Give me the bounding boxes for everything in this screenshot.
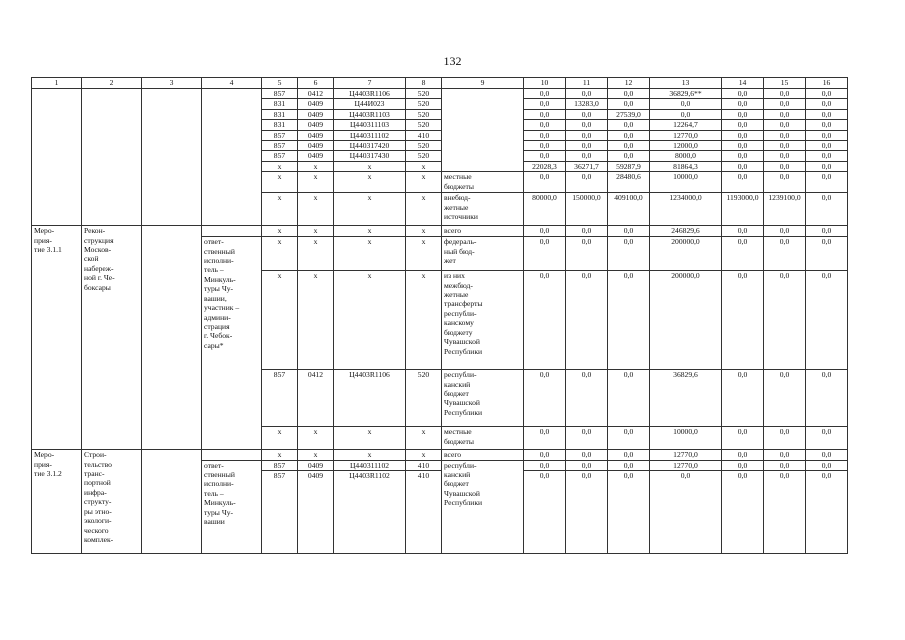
value-cell: 0,0 xyxy=(524,271,566,370)
value-cell: 59287,9 xyxy=(608,161,650,171)
value-cell: 0,0 xyxy=(566,450,608,460)
value-cell: 0,0 xyxy=(806,427,848,450)
column-header: 14 xyxy=(722,78,764,89)
value-cell: 150000,0 xyxy=(566,193,608,226)
code-cell: 0409 xyxy=(298,99,334,109)
source-label: местные бюджеты xyxy=(442,172,524,193)
source-label: республи- канский бюджет Чувашской Республики xyxy=(442,370,524,427)
value-cell: 0,0 xyxy=(722,471,764,554)
code-cell: x xyxy=(334,271,406,370)
code-cell: 520 xyxy=(406,141,442,151)
code-cell: 857 xyxy=(262,141,298,151)
value-cell: 0,0 xyxy=(764,109,806,119)
value-cell: 13283,0 xyxy=(566,99,608,109)
value-cell: 8000,0 xyxy=(650,151,722,161)
value-cell: 0,0 xyxy=(650,471,722,554)
value-cell: 10000,0 xyxy=(650,427,722,450)
value-cell: 36829,6** xyxy=(650,89,722,99)
table-row xyxy=(32,226,848,237)
table-row xyxy=(32,89,848,99)
value-cell: 0,0 xyxy=(722,460,764,470)
value-cell: 0,0 xyxy=(566,130,608,140)
value-cell: 0,0 xyxy=(650,99,722,109)
source-cell-empty xyxy=(442,89,524,172)
value-cell: 0,0 xyxy=(806,471,848,554)
value-cell: 0,0 xyxy=(806,130,848,140)
value-cell: 0,0 xyxy=(764,89,806,99)
code-cell: x xyxy=(406,237,442,271)
code-cell: x xyxy=(334,226,406,237)
value-cell: 0,0 xyxy=(722,172,764,193)
code-cell: 520 xyxy=(406,99,442,109)
value-cell: 0,0 xyxy=(524,141,566,151)
value-cell: 0,0 xyxy=(566,237,608,271)
value-cell: 0,0 xyxy=(566,460,608,470)
value-cell: 0,0 xyxy=(566,89,608,99)
value-cell: 0,0 xyxy=(524,471,566,554)
code-cell: x xyxy=(298,450,334,460)
value-cell: 0,0 xyxy=(608,141,650,151)
code-cell: Ц440317420 xyxy=(334,141,406,151)
column-header: 10 xyxy=(524,78,566,89)
code-cell: 520 xyxy=(406,109,442,119)
code-cell: x xyxy=(406,226,442,237)
code-cell: Ц440311102 xyxy=(334,130,406,140)
value-cell: 1193000,0 xyxy=(722,193,764,226)
code-cell: 831 xyxy=(262,99,298,109)
value-cell: 0,0 xyxy=(722,141,764,151)
value-cell: 0,0 xyxy=(722,89,764,99)
value-cell: 0,0 xyxy=(764,450,806,460)
code-cell: 0412 xyxy=(298,89,334,99)
value-cell: 12770,0 xyxy=(650,460,722,470)
code-cell: 857 xyxy=(262,89,298,99)
column-header: 11 xyxy=(566,78,608,89)
source-label: местные бюджеты xyxy=(442,427,524,450)
measure-number: Меро- прия- тие 3.1.1 xyxy=(32,226,82,450)
value-cell: 0,0 xyxy=(806,99,848,109)
code-cell: 0409 xyxy=(298,471,334,554)
executor-cell: ответ- ственный исполни- тель – Минкуль- туры Чу- вашии xyxy=(202,460,262,553)
code-cell: x xyxy=(298,193,334,226)
value-cell: 0,0 xyxy=(722,450,764,460)
value-cell: 0,0 xyxy=(764,120,806,130)
value-cell: 0,0 xyxy=(722,120,764,130)
code-cell: x xyxy=(406,161,442,171)
value-cell: 0,0 xyxy=(722,151,764,161)
code-cell: 857 xyxy=(262,460,298,470)
value-cell: 0,0 xyxy=(566,370,608,427)
source-label: внебюд- жетные источники xyxy=(442,193,524,226)
code-cell: x xyxy=(334,427,406,450)
column-header: 4 xyxy=(202,78,262,89)
column-header: 6 xyxy=(298,78,334,89)
value-cell: 0,0 xyxy=(806,141,848,151)
column-header: 16 xyxy=(806,78,848,89)
code-cell: Ц440311102 xyxy=(334,460,406,470)
value-cell: 0,0 xyxy=(566,141,608,151)
value-cell: 0,0 xyxy=(524,99,566,109)
code-cell: 0409 xyxy=(298,141,334,151)
column-header: 1 xyxy=(32,78,82,89)
table-row xyxy=(32,450,848,460)
source-label: всего xyxy=(442,226,524,237)
code-cell: x xyxy=(406,271,442,370)
column-header: 5 xyxy=(262,78,298,89)
value-cell: 0,0 xyxy=(722,130,764,140)
value-cell: 0,0 xyxy=(608,130,650,140)
value-cell: 200000,0 xyxy=(650,271,722,370)
code-cell: 0409 xyxy=(298,151,334,161)
column-header: 3 xyxy=(142,78,202,89)
code-cell: 0409 xyxy=(298,109,334,119)
code-cell: x xyxy=(334,450,406,460)
code-cell: 0409 xyxy=(298,130,334,140)
value-cell: 0,0 xyxy=(608,99,650,109)
code-cell: 857 xyxy=(262,130,298,140)
code-cell: x xyxy=(406,450,442,460)
column-header: 15 xyxy=(764,78,806,89)
code-cell: x xyxy=(298,427,334,450)
value-cell: 0,0 xyxy=(764,130,806,140)
value-cell: 0,0 xyxy=(566,120,608,130)
measure-name: Строи- тельство транс- портной инфра- структу- ры этно- экологи- ческого комплек- xyxy=(82,450,142,554)
value-cell: 0,0 xyxy=(764,237,806,271)
code-cell: Ц4403R1106 xyxy=(334,370,406,427)
empty-cell xyxy=(82,89,142,226)
value-cell: 0,0 xyxy=(722,226,764,237)
code-cell: 831 xyxy=(262,120,298,130)
value-cell: 0,0 xyxy=(722,427,764,450)
code-cell: x xyxy=(262,193,298,226)
value-cell: 200000,0 xyxy=(650,237,722,271)
budget-table xyxy=(31,77,848,554)
code-cell: 520 xyxy=(406,120,442,130)
code-cell: 0409 xyxy=(298,460,334,470)
value-cell: 27539,0 xyxy=(608,109,650,119)
value-cell: 12770,0 xyxy=(650,450,722,460)
code-cell: x xyxy=(334,193,406,226)
source-label: из них межбюд- жетные трансферты республи- канскому бюджету Чувашской Республики xyxy=(442,271,524,370)
value-cell: 0,0 xyxy=(806,161,848,171)
value-cell: 0,0 xyxy=(608,237,650,271)
value-cell: 0,0 xyxy=(764,151,806,161)
code-cell: 410 xyxy=(406,130,442,140)
code-cell: x xyxy=(262,450,298,460)
column-header: 12 xyxy=(608,78,650,89)
code-cell: 410 xyxy=(406,460,442,470)
code-cell: 520 xyxy=(406,89,442,99)
value-cell: 0,0 xyxy=(524,130,566,140)
value-cell: 0,0 xyxy=(806,109,848,119)
value-cell: 0,0 xyxy=(608,427,650,450)
value-cell: 409100,0 xyxy=(608,193,650,226)
code-cell: x xyxy=(262,271,298,370)
value-cell: 0,0 xyxy=(806,151,848,161)
empty-cell xyxy=(202,89,262,226)
value-cell: 0,0 xyxy=(806,172,848,193)
value-cell: 0,0 xyxy=(764,141,806,151)
code-cell: Ц4403R1103 xyxy=(334,109,406,119)
value-cell: 0,0 xyxy=(566,172,608,193)
value-cell: 0,0 xyxy=(806,193,848,226)
value-cell: 0,0 xyxy=(764,471,806,554)
empty-cell xyxy=(142,89,202,226)
value-cell: 0,0 xyxy=(722,161,764,171)
value-cell: 0,0 xyxy=(722,370,764,427)
value-cell: 0,0 xyxy=(608,226,650,237)
code-cell: Ц440317430 xyxy=(334,151,406,161)
value-cell: 0,0 xyxy=(608,450,650,460)
code-cell: x xyxy=(298,172,334,193)
value-cell: 22028,3 xyxy=(524,161,566,171)
value-cell: 0,0 xyxy=(608,370,650,427)
source-label: всего xyxy=(442,450,524,460)
value-cell: 12000,0 xyxy=(650,141,722,151)
column-header: 7 xyxy=(334,78,406,89)
code-cell: x xyxy=(406,193,442,226)
code-cell: Ц44И023 xyxy=(334,99,406,109)
code-cell: x xyxy=(262,427,298,450)
code-cell: 857 xyxy=(262,471,298,554)
empty-cell xyxy=(202,226,262,237)
value-cell: 80000,0 xyxy=(524,193,566,226)
code-cell: x xyxy=(262,161,298,171)
source-label: федераль- ный бюд- жет xyxy=(442,237,524,271)
value-cell: 28480,6 xyxy=(608,172,650,193)
code-cell: Ц4403R1102 xyxy=(334,471,406,554)
value-cell: 0,0 xyxy=(764,99,806,109)
code-cell: x xyxy=(298,226,334,237)
value-cell: 12264,7 xyxy=(650,120,722,130)
value-cell: 0,0 xyxy=(764,161,806,171)
header-row xyxy=(32,78,848,89)
code-cell: x xyxy=(262,226,298,237)
value-cell: 0,0 xyxy=(566,109,608,119)
code-cell: x xyxy=(262,172,298,193)
value-cell: 0,0 xyxy=(608,151,650,161)
column-header: 9 xyxy=(442,78,524,89)
code-cell: Ц440311103 xyxy=(334,120,406,130)
value-cell: 0,0 xyxy=(566,271,608,370)
code-cell: 520 xyxy=(406,370,442,427)
value-cell: 0,0 xyxy=(524,120,566,130)
value-cell: 0,0 xyxy=(764,172,806,193)
code-cell: x xyxy=(262,237,298,271)
value-cell: 36271,7 xyxy=(566,161,608,171)
value-cell: 0,0 xyxy=(608,471,650,554)
value-cell: 0,0 xyxy=(806,460,848,470)
value-cell: 0,0 xyxy=(722,109,764,119)
page-number: 132 xyxy=(443,54,462,68)
empty-cell xyxy=(32,89,82,226)
value-cell: 0,0 xyxy=(524,89,566,99)
column-header: 8 xyxy=(406,78,442,89)
value-cell: 0,0 xyxy=(524,109,566,119)
value-cell: 0,0 xyxy=(806,89,848,99)
value-cell: 0,0 xyxy=(524,370,566,427)
value-cell: 0,0 xyxy=(764,427,806,450)
value-cell: 0,0 xyxy=(566,151,608,161)
value-cell: 0,0 xyxy=(806,226,848,237)
code-cell: x xyxy=(298,237,334,271)
value-cell: 0,0 xyxy=(764,370,806,427)
code-cell: x xyxy=(406,172,442,193)
value-cell: 0,0 xyxy=(608,271,650,370)
code-cell: Ц4403R1106 xyxy=(334,89,406,99)
measure-name: Рекон- струкция Москов- ской набереж- ной г. Че- боксары xyxy=(82,226,142,450)
code-cell: x xyxy=(334,161,406,171)
source-label: республи- канский бюджет Чувашской Республики xyxy=(442,460,524,553)
value-cell: 0,0 xyxy=(806,271,848,370)
value-cell: 0,0 xyxy=(764,271,806,370)
value-cell: 0,0 xyxy=(806,450,848,460)
value-cell: 0,0 xyxy=(650,109,722,119)
code-cell: 857 xyxy=(262,151,298,161)
code-cell: x xyxy=(334,237,406,271)
code-cell: x xyxy=(298,161,334,171)
value-cell: 0,0 xyxy=(524,237,566,271)
value-cell: 0,0 xyxy=(566,471,608,554)
code-cell: x xyxy=(298,271,334,370)
code-cell: x xyxy=(406,427,442,450)
value-cell: 0,0 xyxy=(806,370,848,427)
value-cell: 0,0 xyxy=(722,99,764,109)
value-cell: 0,0 xyxy=(764,460,806,470)
empty-cell xyxy=(142,226,202,450)
value-cell: 0,0 xyxy=(722,237,764,271)
value-cell: 36829,6 xyxy=(650,370,722,427)
value-cell: 0,0 xyxy=(524,151,566,161)
code-cell: 0412 xyxy=(298,370,334,427)
value-cell: 0,0 xyxy=(722,271,764,370)
empty-cell xyxy=(142,450,202,554)
value-cell: 1234000,0 xyxy=(650,193,722,226)
value-cell: 246829,6 xyxy=(650,226,722,237)
code-cell: 831 xyxy=(262,109,298,119)
value-cell: 0,0 xyxy=(566,427,608,450)
value-cell: 0,0 xyxy=(524,172,566,193)
code-cell: 0409 xyxy=(298,120,334,130)
executor-cell: ответ- ственный исполни- тель – Минкуль- туры Чу- вашии, участник – админи- страция г. Чебок- сары* xyxy=(202,237,262,450)
value-cell: 0,0 xyxy=(764,226,806,237)
value-cell: 0,0 xyxy=(806,237,848,271)
empty-cell xyxy=(202,450,262,460)
value-cell: 0,0 xyxy=(524,226,566,237)
value-cell: 0,0 xyxy=(524,450,566,460)
column-header: 2 xyxy=(82,78,142,89)
value-cell: 10000,0 xyxy=(650,172,722,193)
value-cell: 0,0 xyxy=(608,89,650,99)
measure-number: Меро- прия- тие 3.1.2 xyxy=(32,450,82,554)
value-cell: 0,0 xyxy=(608,120,650,130)
code-cell: 857 xyxy=(262,370,298,427)
value-cell: 12770,0 xyxy=(650,130,722,140)
code-cell: x xyxy=(334,172,406,193)
value-cell: 0,0 xyxy=(806,120,848,130)
column-header: 13 xyxy=(650,78,722,89)
value-cell: 0,0 xyxy=(566,226,608,237)
value-cell: 0,0 xyxy=(524,460,566,470)
value-cell: 81864,3 xyxy=(650,161,722,171)
value-cell: 0,0 xyxy=(524,427,566,450)
value-cell: 1239100,0 xyxy=(764,193,806,226)
code-cell: 520 xyxy=(406,151,442,161)
code-cell: 410 xyxy=(406,471,442,554)
value-cell: 0,0 xyxy=(608,460,650,470)
